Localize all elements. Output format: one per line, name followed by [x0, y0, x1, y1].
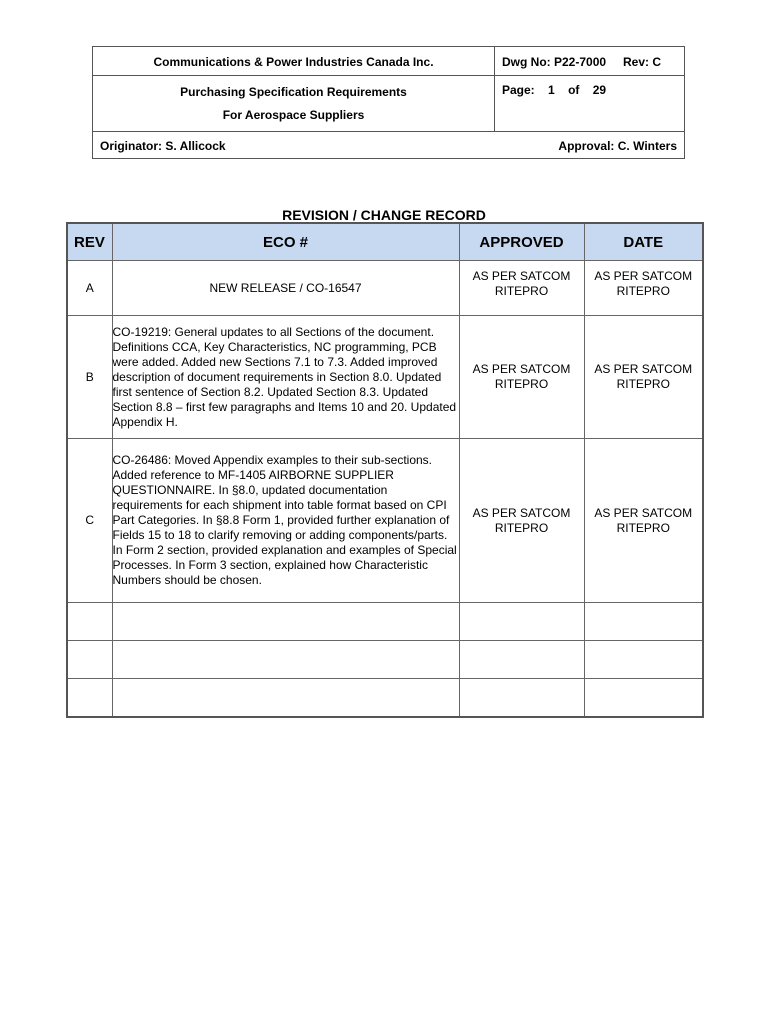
- eco-cell: CO-26486: Moved Appendix examples to their sub-sections. Added reference to MF-1405 AIRBORNE SUPPLIER QUESTIONNAIRE. In §8.0, updated documentation requirements for each shipment into table format based on CPI Part Categories. In §8.8 Form 1, provided further explanation of Fields 15 to 18 to clarify removing or adding components/parts. In Form 2 section, provided explanation and examples of Special Processes. In Form 3 section, explained how Characteristic Numbers should be chosen.: [112, 439, 459, 603]
- spec-title-line2: For Aerospace Suppliers: [222, 108, 365, 122]
- page-label: Page:: [502, 83, 535, 97]
- approval: [558, 139, 677, 153]
- date-cell: [584, 641, 703, 679]
- column-header-rev: REV: [67, 223, 112, 261]
- rev-cell: B: [67, 316, 112, 439]
- originator: [100, 139, 226, 153]
- empty-table-row: [67, 603, 703, 641]
- page-counter: [502, 83, 606, 97]
- approved-cell: [459, 641, 584, 679]
- date-line2: RITEPRO: [616, 520, 670, 535]
- approval-label: Approval:: [558, 139, 615, 153]
- empty-table-row: [67, 641, 703, 679]
- column-header-date: DATE: [584, 223, 703, 261]
- date-cell: [584, 261, 703, 316]
- company-name: Communications & Power Industries Canada Inc.: [153, 55, 434, 69]
- column-header-approved: APPROVED: [459, 223, 584, 261]
- date-line1: AS PER SATCOM: [594, 505, 693, 520]
- approved-line1: AS PER SATCOM: [472, 362, 571, 376]
- drawing-number-label: Dwg No:: [502, 55, 551, 69]
- approved-cell: [459, 603, 584, 641]
- approved-cell: [459, 679, 584, 718]
- header-divider-1: [93, 75, 684, 76]
- approval-value: C. Winters: [617, 139, 677, 153]
- date-line1: AS PER SATCOM: [594, 269, 693, 283]
- approved-cell: [459, 439, 584, 603]
- approved-cell: [459, 261, 584, 316]
- spec-title-line1: Purchasing Specification Requirements: [180, 85, 407, 99]
- table-row: [67, 439, 703, 603]
- drawing-number-value: P22-7000: [554, 55, 607, 69]
- empty-table-row: [67, 679, 703, 718]
- drawing-number: [502, 55, 606, 69]
- date-line2: RITEPRO: [616, 284, 670, 298]
- revision-label: Rev:: [623, 55, 650, 69]
- page-total: 29: [592, 83, 607, 97]
- rev-cell: A: [67, 261, 112, 316]
- approved-cell: [459, 316, 584, 439]
- rev-cell: [67, 679, 112, 718]
- date-cell: [584, 439, 703, 603]
- table-row: [67, 316, 703, 439]
- originator-label: Originator:: [100, 139, 162, 153]
- rev-cell: [67, 603, 112, 641]
- eco-cell: [112, 679, 459, 718]
- date-cell: [584, 679, 703, 718]
- approved-line2: RITEPRO: [494, 520, 549, 535]
- rev-cell: C: [67, 439, 112, 603]
- eco-cell: [112, 603, 459, 641]
- rev-cell: [67, 641, 112, 679]
- header-divider-vertical: [494, 47, 495, 131]
- revision-field: [623, 55, 661, 69]
- eco-cell: [112, 641, 459, 679]
- approved-line2: RITEPRO: [494, 377, 549, 391]
- revision-record-title: REVISION / CHANGE RECORD: [282, 207, 486, 223]
- table-row: [67, 261, 703, 316]
- column-header-eco: ECO #: [112, 223, 459, 261]
- revision-table: [66, 222, 704, 718]
- approved-line2: RITEPRO: [494, 284, 549, 298]
- eco-cell: NEW RELEASE / CO-16547: [112, 261, 459, 316]
- approved-line1: AS PER SATCOM: [472, 269, 571, 283]
- date-line2: RITEPRO: [616, 377, 670, 391]
- originator-value: S. Allicock: [165, 139, 226, 153]
- page-current: 1: [548, 83, 555, 97]
- approved-line1: AS PER SATCOM: [472, 505, 571, 520]
- document-header: [92, 46, 685, 159]
- page-of: of: [568, 83, 580, 97]
- date-line1: AS PER SATCOM: [594, 362, 693, 376]
- date-cell: [584, 603, 703, 641]
- eco-cell: CO-19219: General updates to all Sections of the document. Definitions CCA, Key Characteristics, NC programming, PCB were added. Added new Sections 7.1 to 7.3. Added improved description of document requirements in Section 8.0. Updated first sentence of Section 8.2. Updated Section 8.3. Updated Section 8.8 – first few paragraphs and Items 10 and 20. Updated Appendix H.: [112, 316, 459, 439]
- header-divider-2: [93, 131, 684, 132]
- revision-value: C: [652, 55, 662, 69]
- table-header-row: [67, 223, 703, 261]
- date-cell: [584, 316, 703, 439]
